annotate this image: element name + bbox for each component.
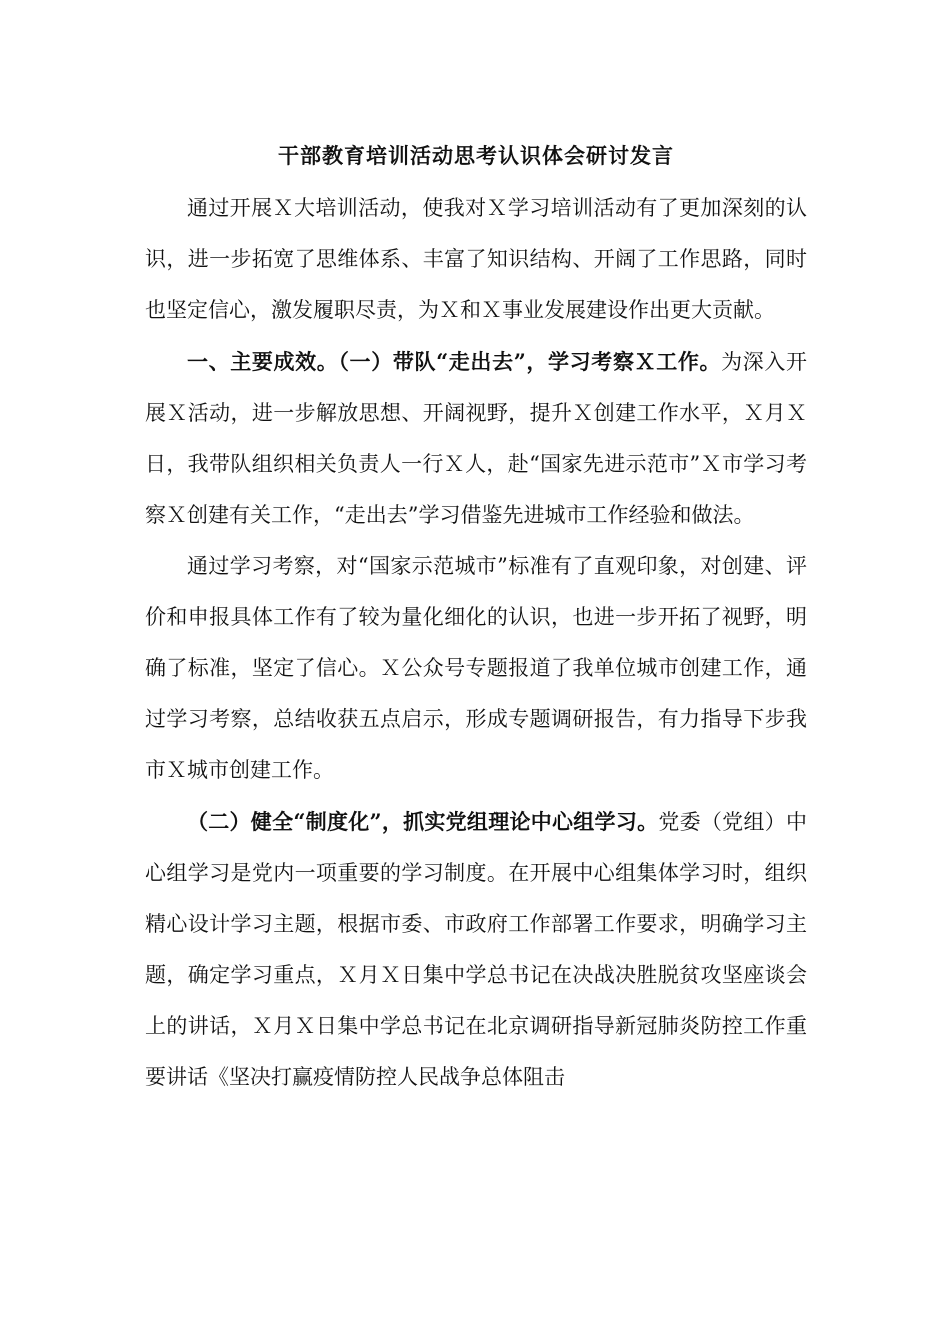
paragraph-section-1 (145, 336, 807, 541)
document-page (145, 0, 807, 1344)
paragraph-section-2 (145, 796, 807, 1103)
paragraph-study-tour (145, 541, 807, 796)
paragraph-intro (145, 183, 807, 336)
section-heading: 一、主要成效。（一）带队“走出去”，学习考察Ｘ工作。 (187, 349, 722, 374)
paragraph-text: 党委（党组）中心组学习是党内一项重要的学习制度。在开展中心组集体学习时，组织精心设计学习主题，根据市委、市政府工作部署工作要求，明确学习主题，确定学习重点，Ｘ月Ｘ日集中学总书记在决战决胜脱贫攻坚座谈会上的讲话，Ｘ月Ｘ日集中学总书记在北京调研指导新冠肺炎防控工作重要讲话《坚决打赢疫情防控人民战争总体阻击 (145, 810, 807, 1089)
paragraph-text: 通过开展Ｘ大培训活动，使我对Ｘ学习培训活动有了更加深刻的认识，进一步拓宽了思维体系、丰富了知识结构、开阔了工作思路，同时也坚定信心，激发履职尽责，为Ｘ和Ｘ事业发展建设作出更大贡献。 (145, 196, 807, 322)
section-heading: （二）健全“制度化”，抓实党组理论中心组学习。 (187, 809, 659, 834)
paragraph-text: 通过学习考察，对“国家示范城市”标准有了直观印象，对创建、评价和申报具体工作有了较为量化细化的认识，也进一步开拓了视野，明确了标准，坚定了信心。Ｘ公众号专题报道了我单位城市创建工作，通过学习考察，总结收获五点启示，形成专题调研报告，有力指导下步我市Ｘ城市创建工作。 (145, 554, 807, 782)
paragraph-text: 为深入开展Ｘ活动，进一步解放思想、开阔视野，提升Ｘ创建工作水平，Ｘ月Ｘ日，我带队组织相关负责人一行Ｘ人，赴“国家先进示范市”Ｘ市学习考察Ｘ创建有关工作，“走出去”学习借鉴先进城市工作经验和做法。 (145, 350, 808, 527)
document-body (145, 183, 807, 1103)
document-title: 干部教育培训活动思考认识体会研讨发言 (278, 143, 674, 168)
